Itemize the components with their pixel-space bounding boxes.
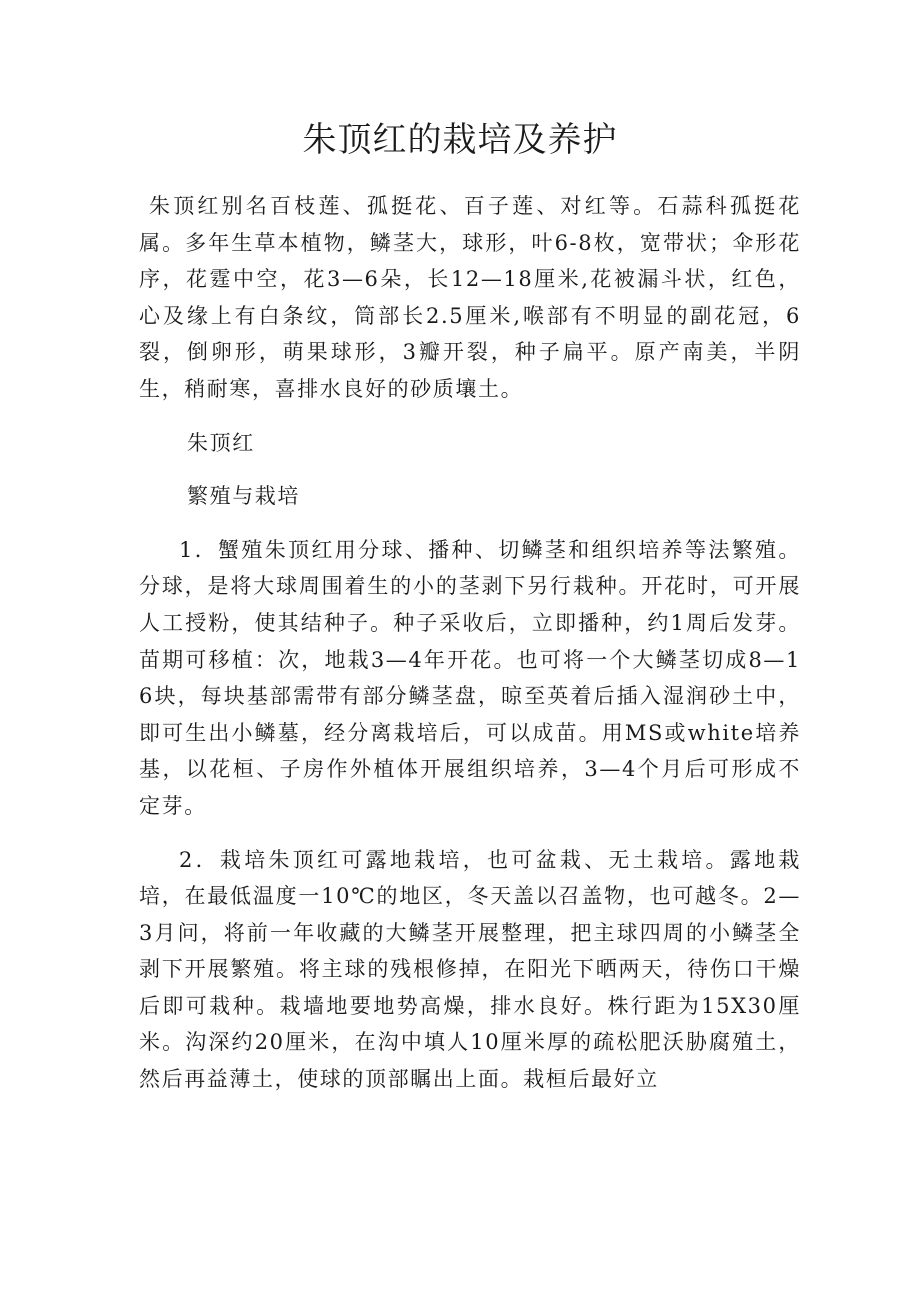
- page-title: 朱顶红的栽培及养护: [302, 120, 618, 160]
- subheading-plant-name: 朱顶红: [187, 430, 255, 455]
- propagation-paragraph: 1．蟹殖朱顶红用分球、播种、切鳞茎和组织培养等法繁殖。分球，是将大球周围着生的小的茎剥下另行栽种。开花时，可开展人工授粉，使其结种子。种子采收后，立即播种，约1周后发芽。苗期可移植：次，地栽3—4年开花。也可将一个大鳞茎切成8—16块，每块基部需带有部分鳞茎盘，晾至英着后插入湿润砂土中，即可生出小鳞墓，经分离栽培后，可以成苗。用MS或white培养基，以花桓、子房作外植体开展组织培养，3—4个月后可形成不定芽。: [139, 537, 801, 818]
- document-body: [139, 188, 801, 1098]
- cultivation-paragraph: 2．栽培朱顶红可露地栽培，也可盆栽、无土栽培。露地栽培，在最低温度一10℃的地区，冬天盖以召盖物，也可越冬。2—3月问，将前一年收藏的大鳞茎开展整理，把主球四周的小鳞茎全剥下开展繁殖。将主球的残根修掉，在阳光下晒两天，待伤口干燥后即可栽种。栽墙地要地势高燥，排水良好。株行距为15X30厘米。沟深约20厘米，在沟中填人10厘米厚的疏松肥沃胁腐殖土，然后再益薄土，使球的顶部瞩出上面。栽桓后最好立: [139, 847, 801, 1092]
- intro-paragraph: 朱顶红别名百枝莲、孤挺花、百子莲、对红等。石蒜科孤挺花属。多年生草本植物，鳞茎大，球形，叶6-8枚，宽带状；伞形花序，花霆中空，花3—6朵，长12—18厘米,花被漏斗状，红色，心及缘上有白条纹，筒部长2.5厘米,喉部有不明显的副花冠，6裂，倒卵形，萌果球形，3瓣开裂，种子扁平。原产南美，半阴生，稍耐寒，喜排水良好的砂质壤土。: [139, 194, 801, 401]
- subheading-propagation: 繁殖与栽培: [187, 484, 300, 509]
